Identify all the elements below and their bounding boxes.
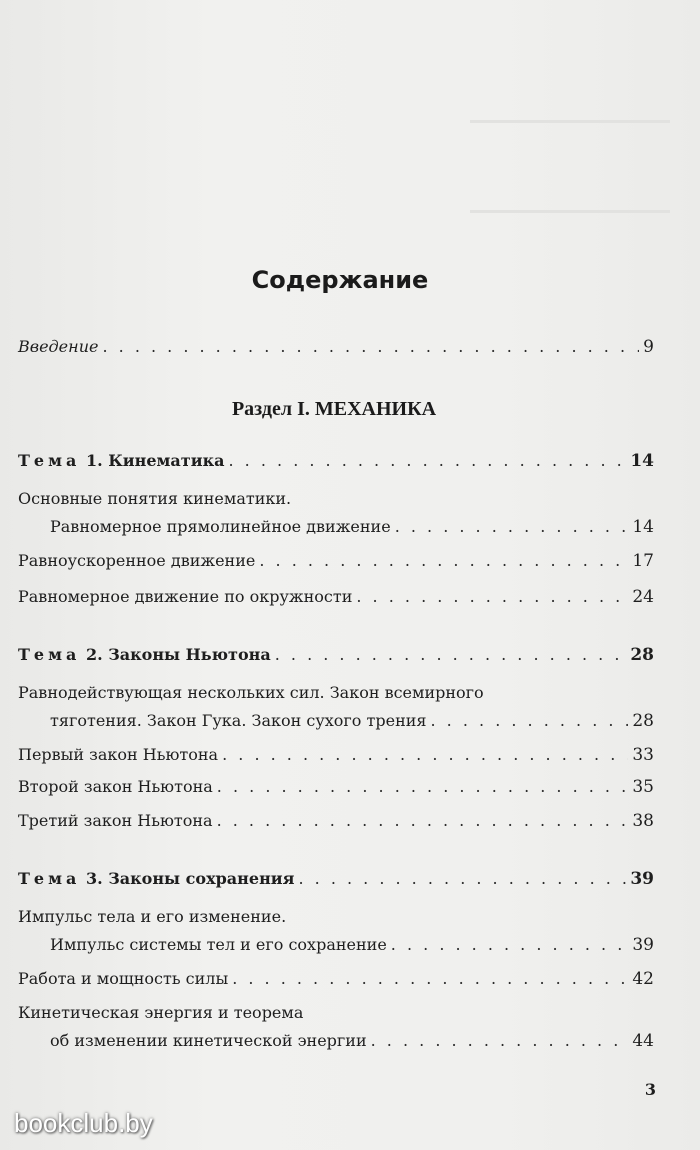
- entry-label: Равномерное прямолинейное движение: [50, 517, 391, 536]
- toc-entry: [18, 586, 654, 608]
- topic-page: 14: [630, 451, 654, 471]
- entry-page: 17: [632, 551, 654, 571]
- dot-leader: [217, 776, 629, 798]
- dot-leader: [217, 810, 629, 832]
- entry-page: 38: [632, 811, 654, 831]
- toc-entry: [18, 810, 654, 832]
- dot-leader: [232, 968, 628, 990]
- topic-page: 39: [630, 869, 654, 889]
- toc-topic-1: [18, 450, 654, 472]
- entry-page: 44: [632, 1031, 654, 1051]
- topic-label: [18, 868, 294, 890]
- dot-leader: [102, 336, 639, 358]
- dot-leader: [371, 1030, 629, 1052]
- toc-entry: [18, 776, 654, 798]
- toc-title: Содержание: [251, 266, 429, 294]
- entry-page: 42: [632, 969, 654, 989]
- toc-topic-3: [18, 868, 654, 890]
- dot-leader: [395, 516, 629, 538]
- entry-page: 28: [632, 711, 654, 731]
- topic-name: 3. Законы сохранения: [85, 869, 295, 888]
- entry-label: Равноускоренное движение: [18, 551, 256, 570]
- dot-leader: [431, 710, 629, 732]
- entry-label: Равномерное движение по окружности: [18, 587, 353, 606]
- topic-label: [18, 644, 271, 666]
- entry-first-line: Равнодействующая нескольких сил. Закон всемирного: [18, 683, 484, 702]
- entry-label: Первый закон Ньютона: [18, 745, 219, 764]
- toc-entry: [18, 744, 654, 766]
- entry-first-line: Импульс тела и его изменение.: [18, 907, 287, 926]
- show-through-line: [470, 120, 670, 123]
- entry-label: Введение: [18, 337, 99, 356]
- entry-first-line: Кинетическая энергия и теорема: [18, 1003, 304, 1022]
- dot-leader: [229, 450, 627, 472]
- entry-page: 39: [632, 935, 654, 955]
- section-heading: Раздел I. МЕХАНИКА: [231, 398, 437, 420]
- entry-page: 35: [632, 777, 654, 797]
- entry-label: Второй закон Ньютона: [18, 777, 213, 796]
- page-number: 3: [644, 1080, 656, 1099]
- entry-label: тяготения. Закон Гука. Закон сухого трения: [50, 711, 427, 730]
- dot-leader: [298, 868, 626, 890]
- dot-leader: [391, 934, 629, 956]
- entry-label: Третий закон Ньютона: [18, 811, 213, 830]
- entry-page: 33: [632, 745, 654, 765]
- topic-word: Тема: [18, 451, 81, 470]
- topic-label: [18, 450, 225, 472]
- show-through-line: [470, 210, 670, 213]
- entry-label: Работа и мощность силы: [18, 969, 229, 988]
- entry-page: 14: [632, 517, 654, 537]
- entry-page: 24: [632, 587, 654, 607]
- topic-name: 1. Кинематика: [85, 451, 225, 470]
- dot-leader: [259, 550, 628, 572]
- toc-entry: [50, 934, 654, 956]
- dot-leader: [275, 644, 627, 666]
- topic-name: 2. Законы Ньютона: [85, 645, 271, 664]
- entry-label: об изменении кинетической энергии: [50, 1031, 367, 1050]
- toc-entry-intro: [18, 336, 654, 358]
- topic-page: 28: [630, 645, 654, 665]
- topic-word: Тема: [18, 869, 81, 888]
- entry-first-line: Основные понятия кинематики.: [18, 489, 292, 508]
- watermark: bookclub.by: [14, 1108, 153, 1138]
- dot-leader: [222, 744, 628, 766]
- entry-page: 9: [643, 337, 654, 357]
- toc-entry: [50, 710, 654, 732]
- toc-entry: [50, 516, 654, 538]
- dot-leader: [356, 586, 628, 608]
- toc-entry: [18, 968, 654, 990]
- topic-word: Тема: [18, 645, 81, 664]
- toc-entry: [50, 1030, 654, 1052]
- toc-topic-2: [18, 644, 654, 666]
- entry-label: Импульс системы тел и его сохранение: [50, 935, 387, 954]
- toc-entry: [18, 550, 654, 572]
